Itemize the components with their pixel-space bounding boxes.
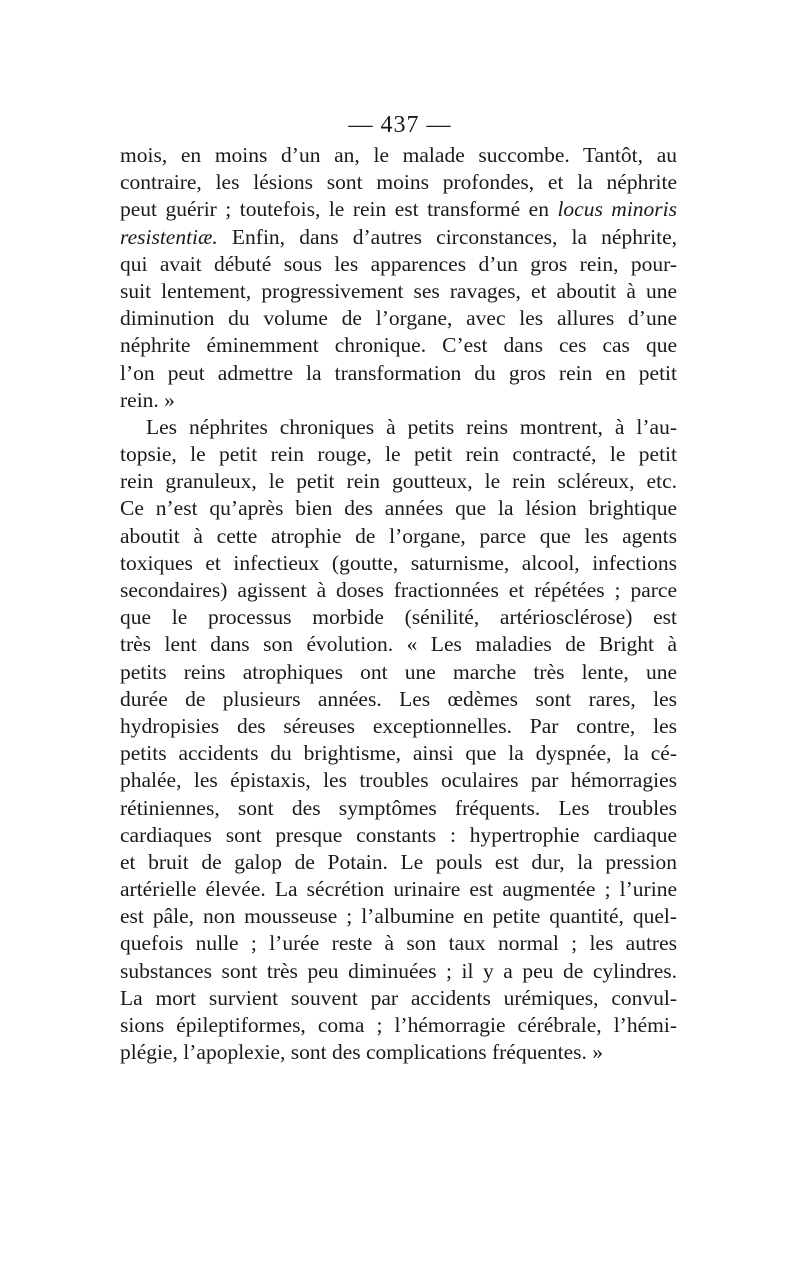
text-line: secondaires) agissent à doses fractionnées et répétées ; parce <box>120 578 677 602</box>
text-line: l’on peut admettre la transformation du gros rein en petit <box>120 360 677 385</box>
text-line: et bruit de galop de Potain. Le pouls est dur, la pression <box>120 849 677 874</box>
text-line: phalée, les épistaxis, les troubles oculaires par hémorragies <box>120 768 677 793</box>
text-line: rein. » <box>120 387 175 412</box>
body-text <box>120 142 677 1066</box>
text-line: topsie, le petit rein rouge, le petit rein contracté, le petit <box>120 442 677 467</box>
text-line: cardiaques sont presque constants : hypertrophie cardiaque <box>120 822 677 847</box>
text-line: petits accidents du brightisme, ainsi que la dyspnée, la cé- <box>120 741 677 766</box>
text-line: très lent dans son évolution. « Les maladies de Bright à <box>120 632 677 657</box>
text-line: contraire, les lésions sont moins profondes, et la néphrite <box>120 170 677 195</box>
page-number: — 437 — <box>348 112 452 138</box>
text-segment: peut guérir ; toutefois, le rein est transformé en <box>120 197 549 222</box>
text-line: Les néphrites chroniques à petits reins montrent, à l’au- <box>146 414 677 439</box>
text-line: durée de plusieurs années. Les œdèmes sont rares, les <box>120 686 677 711</box>
text-line: néphrite éminemment chronique. C’est dans ces cas que <box>120 333 677 358</box>
text-line: rétiniennes, sont des symptômes fréquents. Les troubles <box>120 795 677 820</box>
text-line: qui avait débuté sous les apparences d’un gros rein, pour- <box>120 251 677 276</box>
text-line: que le processus morbide (sénilité, artériosclérose) est <box>120 605 677 630</box>
text-line: mois, en moins d’un an, le malade succombe. Tantôt, au <box>120 143 677 167</box>
text-line: sions épileptiformes, coma ; l’hémorragie cérébrale, l’hémi- <box>120 1013 677 1037</box>
text-line: hydropisies des séreuses exceptionnelles. Par contre, les <box>120 713 677 738</box>
text-line: petits reins atrophiques ont une marche très lente, une <box>120 659 677 684</box>
text-line: quefois nulle ; l’urée reste à son taux normal ; les autres <box>120 931 677 956</box>
italic-phrase: locus minoris <box>557 197 678 222</box>
text-line: aboutit à cette atrophie de l’organe, parce que les agents <box>120 523 677 548</box>
text-line: diminution du volume de l’organe, avec les allures d’une <box>120 306 677 331</box>
text-line: La mort survient souvent par accidents urémiques, convul- <box>120 985 677 1010</box>
text-line: artérielle élevée. La sécrétion urinaire est augmentée ; l’urine <box>120 877 677 902</box>
italic-phrase: resistentiæ. <box>120 224 218 249</box>
text-line <box>120 196 677 223</box>
text-line: substances sont très peu diminuées ; il y a peu de cylindres. <box>120 958 677 983</box>
text-line: plégie, l’apoplexie, sont des complications fréquentes. » <box>120 1040 604 1065</box>
text-line <box>120 224 677 251</box>
text-segment: Enfin, dans d’autres circonstances, la néphrite, <box>231 224 677 249</box>
text-line: est pâle, non mousseuse ; l’albumine en petite quantité, quel- <box>120 904 677 929</box>
text-line: rein granuleux, le petit rein goutteux, le rein scléreux, etc. <box>120 469 677 494</box>
text-line: toxiques et infectieux (goutte, saturnisme, alcool, infections <box>120 550 677 575</box>
text-line: suit lentement, progressivement ses ravages, et aboutit à une <box>120 278 677 303</box>
text-line: Ce n’est qu’après bien des années que la lésion brightique <box>120 496 677 521</box>
